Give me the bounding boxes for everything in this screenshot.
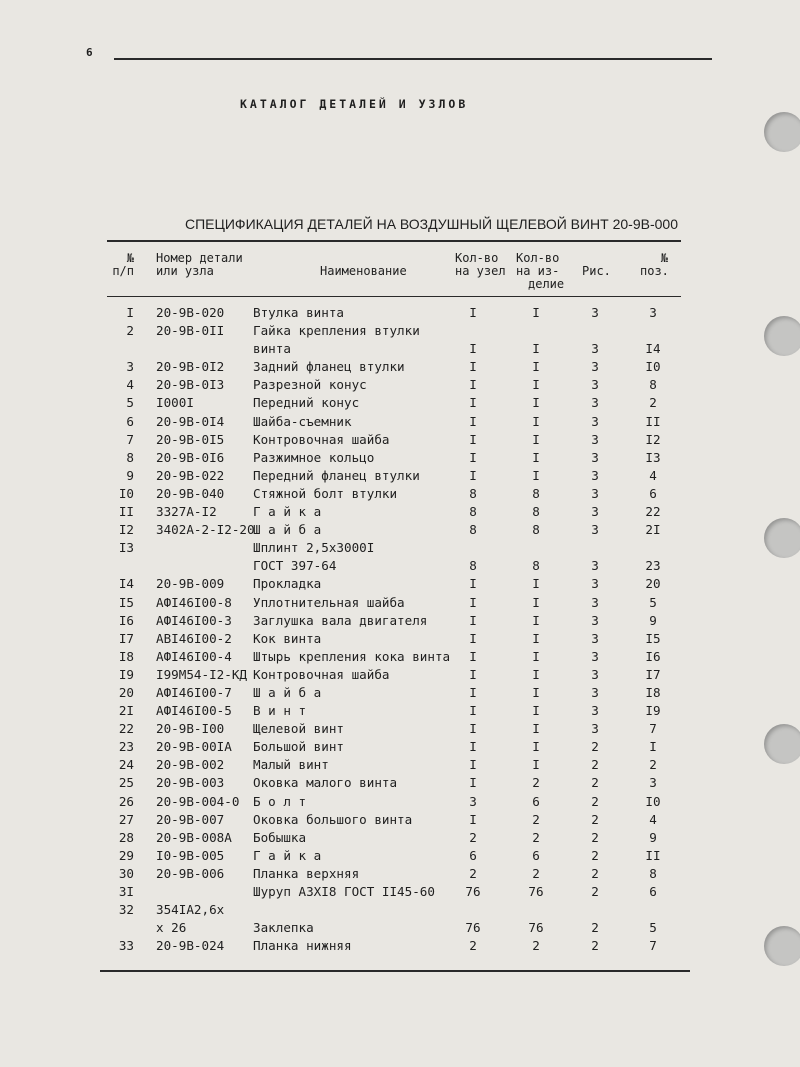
position-number: I0 xyxy=(645,359,661,375)
header-part-line2: или узла xyxy=(156,264,214,278)
qty-per-product: I xyxy=(532,467,540,483)
qty-per-product: I xyxy=(532,739,540,755)
figure-number: 2 xyxy=(591,847,599,863)
part-number: 3327А-I2 xyxy=(156,504,217,520)
position-number: II xyxy=(645,847,661,863)
qty-per-product: I xyxy=(532,413,540,429)
qty-per-unit: 76 xyxy=(465,884,481,899)
table-row xyxy=(0,376,800,394)
table-row xyxy=(0,304,800,322)
qty-per-product: I xyxy=(532,703,540,719)
position-number: 2 xyxy=(649,395,657,411)
qty-per-product: I xyxy=(532,359,540,375)
part-name: Задний фланец втулки xyxy=(253,359,405,375)
qty-per-product: 8 xyxy=(532,504,540,520)
qty-per-product: 2 xyxy=(532,865,540,881)
table-row xyxy=(0,865,800,883)
row-number: I9 xyxy=(118,666,134,682)
table-row xyxy=(0,702,800,720)
position-number: II xyxy=(645,413,661,429)
row-number: 9 xyxy=(126,467,134,483)
part-name: Планка нижняя xyxy=(253,938,352,954)
position-number: I7 xyxy=(645,666,661,682)
row-number: 27 xyxy=(118,811,134,827)
qty-per-unit: I xyxy=(469,739,477,755)
part-number: 20-9В-006 xyxy=(156,865,225,881)
qty-per-unit: I xyxy=(469,757,477,773)
header-qty-product xyxy=(516,252,564,291)
qty-per-product: I xyxy=(532,684,540,700)
qty-per-unit: I xyxy=(469,811,477,827)
part-number: 354IА2,6х xyxy=(156,902,225,918)
table-row xyxy=(0,575,800,593)
header-num-line1: № xyxy=(126,251,134,265)
qty-per-product: I xyxy=(532,721,540,737)
qty-per-product: 76 xyxy=(528,920,544,936)
qty-per-unit: I xyxy=(469,684,477,700)
qty-per-unit: 2 xyxy=(469,865,477,881)
figure-number: 2 xyxy=(591,739,599,755)
part-name: Штырь крепления кока винта xyxy=(253,648,451,664)
position-number: I5 xyxy=(645,630,661,646)
part-name: ГОСТ 397-64 xyxy=(253,558,337,574)
part-number: 20-9В-002 xyxy=(156,757,225,773)
header-qty-product-line2: на из- xyxy=(516,264,560,278)
part-number: 20-9В-007 xyxy=(156,811,225,827)
qty-per-product: 2 xyxy=(532,829,540,845)
part-number: I0-9В-005 xyxy=(156,847,225,863)
part-name: Б о л т xyxy=(253,793,307,809)
table-row xyxy=(0,829,800,847)
qty-per-product: 2 xyxy=(532,938,540,954)
qty-per-product: I xyxy=(532,431,540,447)
qty-per-unit: I xyxy=(469,721,477,737)
row-number: 33 xyxy=(118,938,134,954)
table-row xyxy=(0,485,800,503)
part-name: Шплинт 2,5х3000I xyxy=(253,540,375,556)
position-number: I8 xyxy=(645,684,661,700)
header-qty-unit-line1: Кол-во xyxy=(455,251,499,265)
table-row xyxy=(0,847,800,865)
row-number: 32 xyxy=(118,902,134,918)
figure-number: 3 xyxy=(591,449,599,465)
part-name: Заклепка xyxy=(253,920,314,936)
row-number: 28 xyxy=(118,829,134,845)
part-number: 20-9В-00IА xyxy=(156,739,232,755)
row-number: 2I xyxy=(118,703,134,719)
row-number: I5 xyxy=(118,594,134,610)
qty-per-unit: I xyxy=(469,594,477,610)
qty-per-product: 2 xyxy=(532,811,540,827)
header-qty-product-line3: делие xyxy=(528,277,565,291)
part-number: 20-9В-008А xyxy=(156,829,232,845)
position-number: 5 xyxy=(649,920,657,936)
part-name: Стяжной болт втулки xyxy=(253,485,398,501)
figure-number: 3 xyxy=(591,413,599,429)
part-number: 20-9В-009 xyxy=(156,576,225,592)
table-row xyxy=(0,557,800,575)
qty-per-unit: 6 xyxy=(469,847,477,863)
qty-per-product: 2 xyxy=(532,775,540,791)
qty-per-unit: I xyxy=(469,666,477,682)
part-name: Г а й к а xyxy=(253,504,322,520)
part-number: х 26 xyxy=(156,920,187,936)
header-num xyxy=(108,252,134,278)
qty-per-unit: 8 xyxy=(469,504,477,520)
figure-number: 2 xyxy=(591,757,599,773)
position-number: 3 xyxy=(649,305,657,320)
part-name: Шуруп А3ХI8 ГОСТ II45-60 xyxy=(253,884,435,899)
part-number: 20-9В-0I6 xyxy=(156,449,225,465)
table-row xyxy=(0,467,800,485)
binder-hole xyxy=(764,518,800,558)
part-number: I000I xyxy=(156,395,194,411)
position-number: 23 xyxy=(645,558,661,574)
part-number: 20-9В-0I3 xyxy=(156,377,225,393)
part-number: 20-9В-024 xyxy=(156,938,225,954)
part-name: Большой винт xyxy=(253,739,344,755)
qty-per-unit: I xyxy=(469,449,477,465)
table-row xyxy=(0,738,800,756)
binder-hole xyxy=(764,926,800,966)
header-num-line2: п/п xyxy=(112,264,134,278)
table-row xyxy=(0,937,800,955)
qty-per-unit: I xyxy=(469,576,477,592)
row-number: 30 xyxy=(118,865,134,881)
row-number: 3I xyxy=(118,884,134,899)
part-number: АФI46I00-8 xyxy=(156,594,232,610)
figure-number: 3 xyxy=(591,485,599,501)
position-number: 5 xyxy=(649,594,657,610)
part-name: Г а й к а xyxy=(253,847,322,863)
qty-per-product: I xyxy=(532,612,540,628)
table-row xyxy=(0,883,800,901)
part-name: Ш а й б а xyxy=(253,684,322,700)
table-row xyxy=(0,503,800,521)
row-number: I8 xyxy=(118,648,134,664)
row-number: 5 xyxy=(126,395,134,411)
part-number: АФI46I00-5 xyxy=(156,703,232,719)
part-name: Оковка большого винта xyxy=(253,811,413,827)
part-number: АФI46I00-7 xyxy=(156,684,232,700)
figure-number: 3 xyxy=(591,341,599,357)
position-number: I2 xyxy=(645,431,661,447)
part-number: 20-9В-I00 xyxy=(156,721,225,737)
part-name: Заглушка вала двигателя xyxy=(253,612,428,628)
qty-per-product: I xyxy=(532,757,540,773)
table-row xyxy=(0,648,800,666)
qty-per-unit: I xyxy=(469,395,477,411)
row-number: 26 xyxy=(118,793,134,809)
binder-hole xyxy=(764,724,800,764)
qty-per-unit: 8 xyxy=(469,522,477,538)
table-row xyxy=(0,394,800,412)
table-row xyxy=(0,684,800,702)
part-name: Бобышка xyxy=(253,829,307,845)
part-name: Малый винт xyxy=(253,757,329,773)
row-number: 4 xyxy=(126,377,134,393)
position-number: I9 xyxy=(645,703,661,719)
header-qty-product-line1: Кол-во xyxy=(516,251,560,265)
table-row xyxy=(0,340,800,358)
part-number: 20-9В-004-0 xyxy=(156,793,240,809)
figure-number: 3 xyxy=(591,431,599,447)
row-number: 8 xyxy=(126,449,134,465)
part-number: 20-9В-022 xyxy=(156,467,225,483)
figure-number: 3 xyxy=(591,359,599,375)
qty-per-unit: 2 xyxy=(469,938,477,954)
figure-number: 3 xyxy=(591,467,599,483)
row-number: I2 xyxy=(118,522,134,538)
figure-number: 3 xyxy=(591,703,599,719)
qty-per-unit: 76 xyxy=(465,920,481,936)
qty-per-unit: I xyxy=(469,377,477,393)
qty-per-product: 76 xyxy=(528,884,544,899)
header-position-line2: поз. xyxy=(640,264,669,278)
qty-per-product: I xyxy=(532,305,540,320)
qty-per-product: I xyxy=(532,648,540,664)
row-number: 6 xyxy=(126,413,134,429)
figure-number: 2 xyxy=(591,829,599,845)
position-number: 22 xyxy=(645,504,661,520)
row-number: I3 xyxy=(118,540,134,556)
table-row xyxy=(0,449,800,467)
part-number: 20-9В-0I5 xyxy=(156,431,225,447)
qty-per-product: I xyxy=(532,666,540,682)
qty-per-unit: I xyxy=(469,305,477,320)
position-number: 7 xyxy=(649,721,657,737)
part-name: Планка верхняя xyxy=(253,865,360,881)
table-header-rule xyxy=(107,296,681,297)
figure-number: 2 xyxy=(591,793,599,809)
position-number: 9 xyxy=(649,829,657,845)
spec-title: СПЕЦИФИКАЦИЯ ДЕТАЛЕЙ НА ВОЗДУШНЫЙ ЩЕЛЕВОЙ ВИНТ 20-9В-000 xyxy=(185,216,678,232)
qty-per-product: I xyxy=(532,377,540,393)
row-number: I6 xyxy=(118,612,134,628)
part-name: Ш а й б а xyxy=(253,522,322,538)
figure-number: 2 xyxy=(591,884,599,899)
qty-per-product: I xyxy=(532,630,540,646)
table-row xyxy=(0,720,800,738)
row-number: I xyxy=(126,305,134,320)
table-row xyxy=(0,612,800,630)
row-number: 22 xyxy=(118,721,134,737)
part-name: Контровочная шайба xyxy=(253,666,390,682)
qty-per-unit: I xyxy=(469,341,477,357)
part-name: Шайба-съемник xyxy=(253,413,352,429)
qty-per-unit: I xyxy=(469,431,477,447)
qty-per-unit: 3 xyxy=(469,793,477,809)
table-row xyxy=(0,793,800,811)
page-number: 6 xyxy=(86,46,93,59)
qty-per-product: 8 xyxy=(532,558,540,574)
header-position-line1: № xyxy=(660,251,668,265)
qty-per-product: 8 xyxy=(532,485,540,501)
position-number: 2 xyxy=(649,757,657,773)
figure-number: 3 xyxy=(591,395,599,411)
figure-number: 2 xyxy=(591,920,599,936)
qty-per-unit: 8 xyxy=(469,558,477,574)
figure-number: 3 xyxy=(591,648,599,664)
row-number: I7 xyxy=(118,630,134,646)
part-number: 20-9В-020 xyxy=(156,305,225,320)
qty-per-unit: I xyxy=(469,467,477,483)
binder-hole xyxy=(764,112,800,152)
top-rule xyxy=(114,58,712,60)
position-number: 9 xyxy=(649,612,657,628)
position-number: 7 xyxy=(649,938,657,954)
position-number: I0 xyxy=(645,793,661,809)
qty-per-unit: 8 xyxy=(469,485,477,501)
qty-per-unit: I xyxy=(469,359,477,375)
figure-number: 3 xyxy=(591,522,599,538)
header-part-line1: Номер детали xyxy=(156,251,243,265)
qty-per-product: 6 xyxy=(532,847,540,863)
figure-number: 3 xyxy=(591,558,599,574)
part-number: 20-9В-040 xyxy=(156,485,225,501)
qty-per-product: I xyxy=(532,594,540,610)
qty-per-product: 8 xyxy=(532,522,540,538)
table-row xyxy=(0,521,800,539)
row-number: 20 xyxy=(118,684,134,700)
figure-number: 2 xyxy=(591,865,599,881)
position-number: 6 xyxy=(649,485,657,501)
table-row xyxy=(0,756,800,774)
part-name: Уплотнительная шайба xyxy=(253,594,405,610)
part-name: Разрезной конус xyxy=(253,377,367,393)
qty-per-unit: I xyxy=(469,413,477,429)
figure-number: 3 xyxy=(591,666,599,682)
figure-number: 3 xyxy=(591,305,599,320)
header-qty-unit xyxy=(455,252,506,278)
position-number: I3 xyxy=(645,449,661,465)
figure-number: 3 xyxy=(591,576,599,592)
qty-per-unit: I xyxy=(469,630,477,646)
part-name: Оковка малого винта xyxy=(253,775,398,791)
position-number: 2I xyxy=(645,522,661,538)
qty-per-product: I xyxy=(532,395,540,411)
part-name: Щелевой винт xyxy=(253,721,344,737)
row-number: 29 xyxy=(118,847,134,863)
part-name: Передний фланец втулки xyxy=(253,467,420,483)
table-bottom-rule xyxy=(100,970,690,972)
header-qty-unit-line2: на узел xyxy=(455,264,506,278)
part-number: I99М54-I2-КД xyxy=(156,666,247,682)
row-number: 25 xyxy=(118,775,134,791)
table-row xyxy=(0,594,800,612)
position-number: 4 xyxy=(649,811,657,827)
figure-number: 2 xyxy=(591,775,599,791)
position-number: 8 xyxy=(649,865,657,881)
qty-per-product: I xyxy=(532,576,540,592)
row-number: 3 xyxy=(126,359,134,375)
part-number: АФI46I00-4 xyxy=(156,648,232,664)
qty-per-unit: I xyxy=(469,648,477,664)
part-name: Втулка винта xyxy=(253,305,344,320)
qty-per-unit: 2 xyxy=(469,829,477,845)
figure-number: 3 xyxy=(591,594,599,610)
qty-per-product: I xyxy=(532,449,540,465)
position-number: 4 xyxy=(649,467,657,483)
part-number: АФI46I00-3 xyxy=(156,612,232,628)
position-number: 3 xyxy=(649,775,657,791)
table-row xyxy=(0,811,800,829)
part-name: Контровочная шайба xyxy=(253,431,390,447)
part-name: В и н т xyxy=(253,703,307,719)
binder-hole xyxy=(764,316,800,356)
position-number: I4 xyxy=(645,341,661,357)
row-number: II xyxy=(118,504,134,520)
figure-number: 3 xyxy=(591,377,599,393)
figure-number: 3 xyxy=(591,630,599,646)
table-row xyxy=(0,431,800,449)
qty-per-unit: I xyxy=(469,703,477,719)
table-row xyxy=(0,539,800,557)
figure-number: 3 xyxy=(591,504,599,520)
table-row xyxy=(0,630,800,648)
part-number: АВI46I00-2 xyxy=(156,630,232,646)
qty-per-unit: I xyxy=(469,612,477,628)
position-number: I xyxy=(649,739,657,755)
row-number: 7 xyxy=(126,431,134,447)
row-number: 24 xyxy=(118,757,134,773)
table-row xyxy=(0,413,800,431)
table-row xyxy=(0,774,800,792)
table-row xyxy=(0,901,800,919)
figure-number: 3 xyxy=(591,684,599,700)
part-name: Передний конус xyxy=(253,395,360,411)
part-name: Прокладка xyxy=(253,576,322,592)
table-row xyxy=(0,358,800,376)
figure-number: 2 xyxy=(591,811,599,827)
part-number: 20-9В-0I2 xyxy=(156,359,225,375)
position-number: 20 xyxy=(645,576,661,592)
header-figure: Рис. xyxy=(582,264,611,278)
figure-number: 3 xyxy=(591,721,599,737)
part-name: Разжимное кольцо xyxy=(253,449,375,465)
header-part xyxy=(156,252,243,278)
part-number: 3402А-2-I2-20 xyxy=(156,522,255,538)
part-name: винта xyxy=(253,341,291,357)
figure-number: 3 xyxy=(591,612,599,628)
qty-per-unit: I xyxy=(469,775,477,791)
row-number: 2 xyxy=(126,323,134,339)
table-row xyxy=(0,919,800,937)
qty-per-product: 6 xyxy=(532,793,540,809)
part-name: Гайка крепления втулки xyxy=(253,323,420,339)
row-number: 23 xyxy=(118,739,134,755)
position-number: I6 xyxy=(645,648,661,664)
part-number: 20-9В-0I4 xyxy=(156,413,225,429)
table-row xyxy=(0,666,800,684)
figure-number: 2 xyxy=(591,938,599,954)
table-top-rule xyxy=(107,240,681,242)
table-body xyxy=(0,304,800,955)
position-number: 6 xyxy=(649,884,657,899)
header-name: Наименование xyxy=(320,264,407,278)
table-row xyxy=(0,322,800,340)
part-name: Кок винта xyxy=(253,630,322,646)
row-number: I0 xyxy=(118,485,134,501)
position-number: 8 xyxy=(649,377,657,393)
part-number: 20-9В-003 xyxy=(156,775,225,791)
header-position xyxy=(640,252,668,278)
catalog-title: КАТАЛОГ ДЕТАЛЕЙ И УЗЛОВ xyxy=(240,97,469,111)
row-number: I4 xyxy=(118,576,134,592)
part-number: 20-9В-0II xyxy=(156,323,225,339)
qty-per-product: I xyxy=(532,341,540,357)
